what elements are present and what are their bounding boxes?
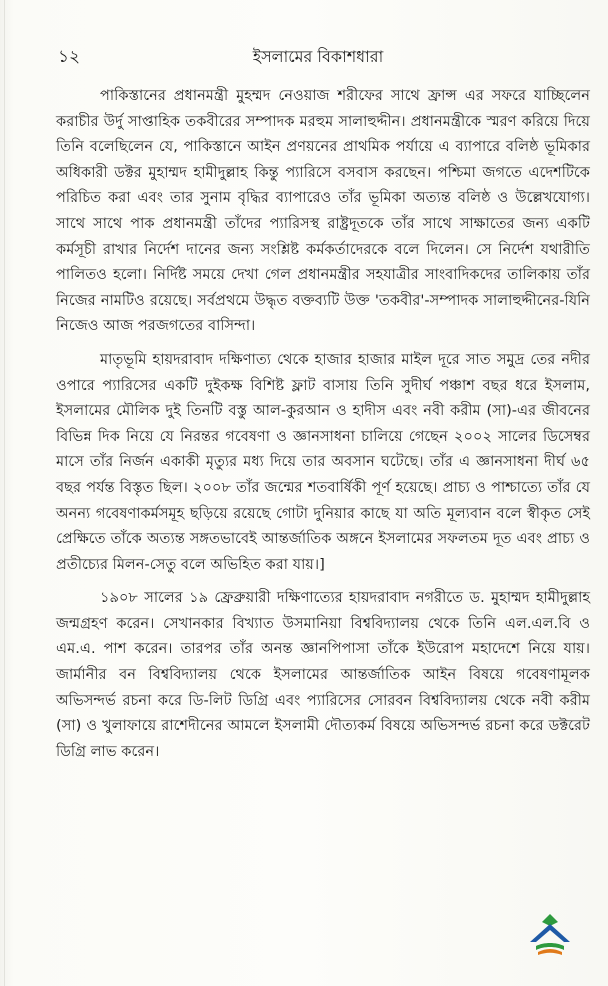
paragraph-1: পাকিস্তানের প্রধানমন্ত্রী মুহম্মদ নেওয়াজ শরীফের সাথে ফ্রান্স এর সফরে যাচ্ছিলেন করাচীর উর্দু সাপ্তাহিক তকবীরের সম্পাদক মরহুম সালাহুদ্দীন। প্রধানমন্ত্রীকে স্মরণ করিয়ে দিয়ে তিনি বলেছিলেন যে, পাকিস্তানে আইন প্রণয়নের প্রাথমিক পর্যায়ে এ ব্যাপারে বলিষ্ঠ ভূমিকার অধিকারী ডক্টর মুহাম্মদ হামীদুল্লাহ কিন্তু প্যারিসে বসবাস করছেন। পশ্চিমা জগতে এদেশটিকে পরিচিত করা এবং তার সুনাম বৃদ্ধির ব্যাপারেও তাঁর ভূমিকা অত্যন্ত বলিষ্ঠ ও উল্লেখযোগ্য। সাথে সাথে পাক প্রধানমন্ত্রী তাঁদের প্যারিসস্থ রাষ্ট্রদূতকে তাঁর সাথে সাক্ষাতের জন্য একটি কর্মসূচী রাখার নির্দেশ দানের জন্য সংশ্লিষ্ট কর্মকর্তাদেরকে বলে দিলেন। সে নির্দেশ যথারীতি পালিতও হলো। নির্দিষ্ট সময়ে দেখা গেল প্রধানমন্ত্রীর সহযাত্রীর সাংবাদিকদের তালিকায় তাঁর নিজের নামটিও রয়েছে। সর্বপ্রথমে উদ্ধৃত বক্তব্যটি উক্ত 'তকবীর'-সম্পাদক সালাহুদ্দীনের-যিনি নিজেও আজ পরজগতের বাসিন্দা। (56, 87, 590, 335)
paragraph-3: ১৯০৮ সালের ১৯ ফ্রেব্রুয়ারী দক্ষিণাত্যের হায়দরাবাদ নগরীতে ড. মুহাম্মদ হামীদুল্লাহ জন্মগ্রহণ করেন। সেখানকার বিখ্যাত উসমানিয়া বিশ্ববিদ্যালয় থেকে তিনি এল.এল.বি ও এম.এ. পাশ করেন। তারপর তাঁর অনন্ত জ্ঞানপিপাসা তাঁকে ইউরোপ মহাদেশে নিয়ে যায়। জার্মানীর বন বিশ্ববিদ্যালয় থেকে ইসলামের আন্তর্জাতিক আইন বিষয়ে গবেষণামূলক অভিসন্দর্ভ রচনা করে ডি-লিট ডিগ্রি এবং প্যারিসের সোরবন বিশ্ববিদ্যালয় থেকে নবী করীম (সা) ও খুলাফায়ে রাশেদীনের আমলে ইসলামী দৌত্যকর্ম বিষয়ে অভিসন্দর্ভ রচনা করে ডক্টরেট ডিগ্রি লাভ করেন। (56, 589, 590, 760)
page-edge (4, 0, 5, 986)
paragraph-2: মাতৃভূমি হায়দরাবাদ দক্ষিণাত্য থেকে হাজার হাজার মাইল দূরে সাত সমুদ্র তের নদীর ওপারে প্যারিসের একটি দুইকক্ষ বিশিষ্ট ফ্লাট বাসায় তিনি সুদীর্ঘ পঞ্চাশ বছর ধরে ইসলাম, ইসলামের মৌলিক দুই তিনটি বস্তু আল-কুরআন ও হাদীস এবং নবী করীম (সা)-এর জীবনের বিভিন্ন দিক নিয়ে যে নিরন্তর গবেষণা ও জ্ঞানসাধনা চালিয়ে গেছেন ২০০২ সালের ডিসেম্বর মাসে তাঁর নির্জন একাকী মৃত্যুর মধ্য দিয়ে তার অবসান ঘটেছে। তাঁর এ জ্ঞানসাধনা দীর্ঘ ৬৫ বছর পর্যন্ত বিস্তৃত ছিল। ২০০৮ তাঁর জন্মের শতবার্ষিকী পূর্ণ হয়েছে। প্রাচ্য ও পাশ্চাত্যে তাঁর যে অনন্য গবেষণাকর্মসমূহ ছড়িয়ে রয়েছে গোটা দুনিয়ার কাছে যা অতি মূল্যবান বলে স্বীকৃত সেই প্রেক্ষিতে তাঁকে অত্যন্ত সঙ্গতভাবেই আন্তর্জাতিক অঙ্গনে ইসলামের সফলতম দূত এবং প্রাচ্য ও প্রতীচ্যের মিলন-সেতু বলে অভিহিত করা যায়।] (56, 350, 590, 573)
body-text (56, 83, 590, 764)
publisher-logo-icon (524, 912, 576, 958)
running-title: ইসলামের বিকাশধারা (252, 47, 384, 66)
page-header (58, 44, 578, 74)
page-number: ১২ (58, 47, 81, 67)
